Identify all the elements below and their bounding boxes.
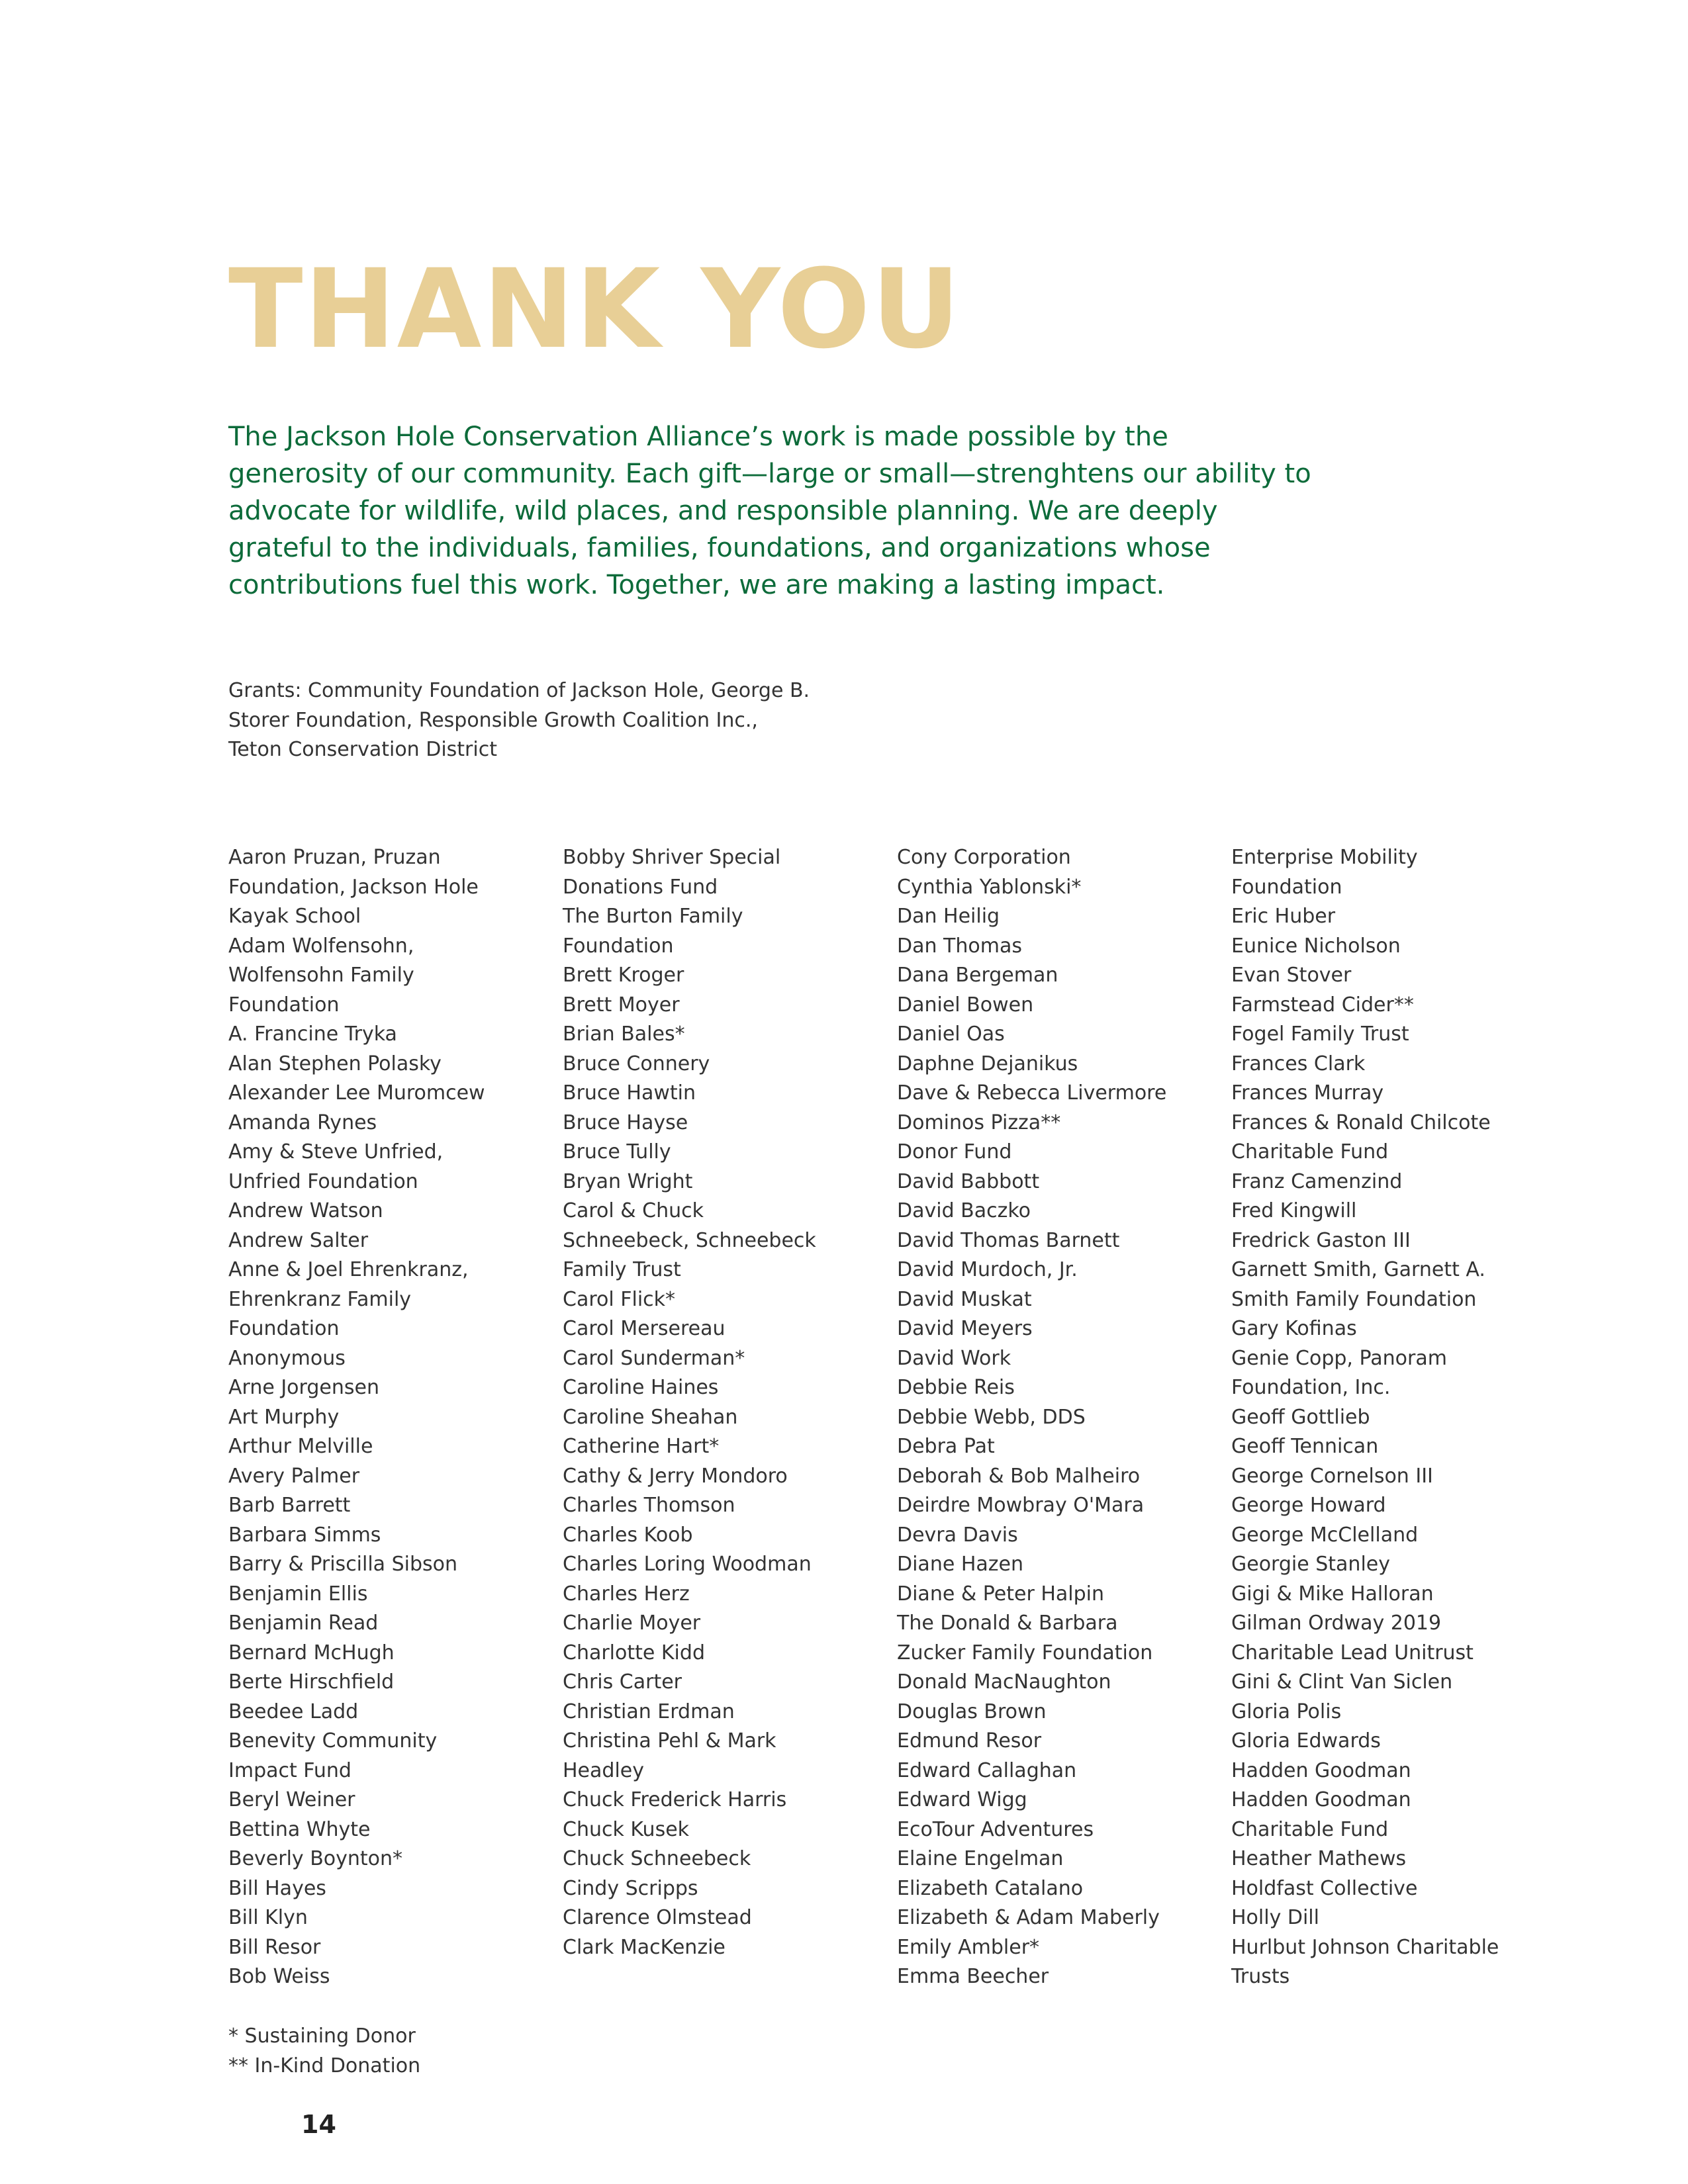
page-title: THANK YOU xyxy=(228,246,962,373)
donor-name: Emily Ambler* xyxy=(897,1935,1040,1959)
donor-name: Chuck Schneebeck xyxy=(563,1847,751,1870)
footnote-in-kind-donation: ** In-Kind Donation xyxy=(228,2054,421,2077)
donor-name: Dana Bergeman xyxy=(897,964,1058,987)
donor-name: Donations Fund xyxy=(563,875,718,899)
donor-name: Daniel Bowen xyxy=(897,993,1034,1017)
donor-name: Unfried Foundation xyxy=(228,1169,418,1193)
donor-name: Debbie Reis xyxy=(897,1376,1015,1399)
donor-name: Charitable Fund xyxy=(1231,1140,1389,1163)
donor-name: Schneebeck, Schneebeck xyxy=(563,1228,816,1252)
donor-name: Carol & Chuck xyxy=(563,1199,704,1222)
donor-name: Amy & Steve Unfried, xyxy=(228,1140,444,1163)
footnotes xyxy=(228,2022,420,2081)
donor-name: Daphne Dejanikus xyxy=(897,1052,1078,1075)
donor-name: Dominos Pizza** xyxy=(897,1111,1061,1134)
donor-name: Foundation xyxy=(563,934,674,958)
donor-name: Eric Huber xyxy=(1231,905,1336,928)
donor-name: Andrew Watson xyxy=(228,1199,383,1222)
intro-paragraph: The Jackson Hole Conservation Alliance’s work is made possible by the generosity of our community. Each gift—large or small—strenghtens our ability to advocate for wildlife, wild places, and responsible planning. We are deeply grateful to the individuals, families, foundations, and organizations whose contributions fuel this work. Together, we are making a lasting impact. xyxy=(228,422,1311,600)
donor-name: Chuck Frederick Harris xyxy=(563,1788,787,1811)
donor-name: Carol Mersereau xyxy=(563,1317,726,1340)
donor-name: Christian Erdman xyxy=(563,1700,735,1723)
donor-name: Barry & Priscilla Sibson xyxy=(228,1553,458,1576)
donor-name: Edward Callaghan xyxy=(897,1758,1077,1782)
donor-name: Hadden Goodman xyxy=(1231,1788,1411,1811)
donor-column-1 xyxy=(228,843,546,1992)
donor-name: Fredrick Gaston III xyxy=(1231,1228,1411,1252)
donor-name: Dave & Rebecca Livermore xyxy=(897,1081,1167,1105)
donor-name: Brett Kroger xyxy=(563,964,684,987)
donor-name: Elaine Engelman xyxy=(897,1847,1064,1870)
donor-name: Arthur Melville xyxy=(228,1435,373,1458)
donor-name: Gary Kofinas xyxy=(1231,1317,1357,1340)
donor-name: Bobby Shriver Special xyxy=(563,846,781,869)
donor-name: Gilman Ordway 2019 xyxy=(1231,1612,1442,1635)
donor-name: Charlie Moyer xyxy=(563,1612,701,1635)
donor-name: Chris Carter xyxy=(563,1670,682,1694)
donor-name: George Cornelson III xyxy=(1231,1464,1433,1488)
donor-name: Deborah & Bob Malheiro xyxy=(897,1464,1141,1488)
donor-name: Bill Klyn xyxy=(228,1906,308,1929)
donor-name: Foundation, Jackson Hole xyxy=(228,875,479,899)
donor-name: Edward Wigg xyxy=(897,1788,1027,1811)
donor-name: Barb Barrett xyxy=(228,1494,351,1517)
donor-name: Daniel Oas xyxy=(897,1023,1005,1046)
donor-column-2 xyxy=(563,843,880,1962)
donor-name: Amanda Rynes xyxy=(228,1111,377,1134)
donor-name: David Baczko xyxy=(897,1199,1031,1222)
donor-name: Franz Camenzind xyxy=(1231,1169,1403,1193)
donor-name: Bruce Hawtin xyxy=(563,1081,696,1105)
donor-name: David Meyers xyxy=(897,1317,1033,1340)
donor-name: Beryl Weiner xyxy=(228,1788,355,1811)
donor-name: A. Francine Tryka xyxy=(228,1023,397,1046)
donor-name: Andrew Salter xyxy=(228,1228,369,1252)
donor-name: Charitable Fund xyxy=(1231,1817,1389,1841)
donor-name: Gigi & Mike Halloran xyxy=(1231,1582,1434,1606)
donor-name: Art Murphy xyxy=(228,1405,340,1429)
donor-name: Elizabeth & Adam Maberly xyxy=(897,1906,1160,1929)
donor-name: George Howard xyxy=(1231,1494,1386,1517)
donor-name: Ehrenkranz Family xyxy=(228,1287,412,1311)
page-number: 14 xyxy=(301,2110,336,2139)
donor-name: Kayak School xyxy=(228,905,361,928)
grants-list: Grants: Community Foundation of Jackson Hole, George B. Storer Foundation, Responsible Growth Coalition Inc., Teton Conservation District xyxy=(228,679,810,761)
donor-name: Foundation xyxy=(1231,875,1342,899)
donor-name: Charles Thomson xyxy=(563,1494,735,1517)
donor-name: Devra Davis xyxy=(897,1523,1018,1547)
donor-name: George McClelland xyxy=(1231,1523,1419,1547)
donor-name: Holly Dill xyxy=(1231,1906,1319,1929)
donor-name: Douglas Brown xyxy=(897,1700,1047,1723)
donor-name: Smith Family Foundation xyxy=(1231,1287,1477,1311)
donor-name: Hadden Goodman xyxy=(1231,1758,1411,1782)
donor-name: Gloria Polis xyxy=(1231,1700,1342,1723)
donor-name: The Burton Family xyxy=(563,905,743,928)
donor-name: Anne & Joel Ehrenkranz, xyxy=(228,1258,469,1281)
donor-name: Cathy & Jerry Mondoro xyxy=(563,1464,788,1488)
donor-name: EcoTour Adventures xyxy=(897,1817,1094,1841)
donor-name: Gini & Clint Van Siclen xyxy=(1231,1670,1453,1694)
donor-name: Benjamin Read xyxy=(228,1612,379,1635)
donor-name: Frances Murray xyxy=(1231,1081,1384,1105)
donor-name: Arne Jorgensen xyxy=(228,1376,379,1399)
donor-name: Bruce Connery xyxy=(563,1052,710,1075)
donor-name: Donor Fund xyxy=(897,1140,1012,1163)
donor-name: Clark MacKenzie xyxy=(563,1935,726,1959)
donor-name: Elizabeth Catalano xyxy=(897,1876,1084,1900)
donor-name: Aaron Pruzan, Pruzan xyxy=(228,846,441,869)
donor-name: Diane & Peter Halpin xyxy=(897,1582,1104,1606)
footnote-sustaining-donor: * Sustaining Donor xyxy=(228,2025,416,2048)
donor-name: Bernard McHugh xyxy=(228,1641,395,1664)
donor-name: Bruce Hayse xyxy=(563,1111,688,1134)
donor-column-3 xyxy=(897,843,1215,1992)
donor-name: Caroline Haines xyxy=(563,1376,719,1399)
donor-name: Fred Kingwill xyxy=(1231,1199,1357,1222)
donor-name: Benevity Community xyxy=(228,1729,438,1752)
donor-name: Genie Copp, Panoram xyxy=(1231,1346,1447,1370)
donor-name: Christina Pehl & Mark xyxy=(563,1729,776,1752)
donor-name: Foundation xyxy=(228,1317,340,1340)
donor-name: Georgie Stanley xyxy=(1231,1553,1390,1576)
donor-name: Chuck Kusek xyxy=(563,1817,690,1841)
donor-name: Bryan Wright xyxy=(563,1169,693,1193)
donor-name: Benjamin Ellis xyxy=(228,1582,368,1606)
donor-name: Eunice Nicholson xyxy=(1231,934,1401,958)
donor-name: Holdfast Collective xyxy=(1231,1876,1418,1900)
donor-name: Foundation, Inc. xyxy=(1231,1376,1391,1399)
donor-name: Headley xyxy=(563,1758,644,1782)
donor-name: Zucker Family Foundation xyxy=(897,1641,1153,1664)
donor-name: Cony Corporation xyxy=(897,846,1071,869)
donor-name: David Murdoch, Jr. xyxy=(897,1258,1078,1281)
donor-name: Cynthia Yablonski* xyxy=(897,875,1082,899)
donor-name: Geoff Gottlieb xyxy=(1231,1405,1370,1429)
donor-name: Debbie Webb, DDS xyxy=(897,1405,1086,1429)
donor-name: Foundation xyxy=(228,993,340,1017)
donor-name: The Donald & Barbara xyxy=(897,1612,1118,1635)
donor-name: Brian Bales* xyxy=(563,1023,685,1046)
donor-name: Edmund Resor xyxy=(897,1729,1042,1752)
donor-name: Geoff Tennican xyxy=(1231,1435,1379,1458)
donor-name: Bettina Whyte xyxy=(228,1817,371,1841)
donor-name: Dan Thomas xyxy=(897,934,1022,958)
donor-name: David Babbott xyxy=(897,1169,1040,1193)
donor-name: Diane Hazen xyxy=(897,1553,1023,1576)
donor-name: Bill Hayes xyxy=(228,1876,326,1900)
donor-name: Fogel Family Trust xyxy=(1231,1023,1409,1046)
donor-name: Deirdre Mowbray O'Mara xyxy=(897,1494,1145,1517)
donor-column-4 xyxy=(1231,843,1549,1992)
donor-name: David Muskat xyxy=(897,1287,1032,1311)
donor-name: Garnett Smith, Garnett A. xyxy=(1231,1258,1485,1281)
donor-name: Beedee Ladd xyxy=(228,1700,359,1723)
donor-name: Heather Mathews xyxy=(1231,1847,1407,1870)
donor-name: Carol Sunderman* xyxy=(563,1346,745,1370)
donor-name: Brett Moyer xyxy=(563,993,680,1017)
donor-name: Charles Koob xyxy=(563,1523,693,1547)
donor-name: Avery Palmer xyxy=(228,1464,360,1488)
donor-name: Adam Wolfensohn, xyxy=(228,934,414,958)
donor-name: Cindy Scripps xyxy=(563,1876,698,1900)
donor-name: Beverly Boynton* xyxy=(228,1847,403,1870)
donor-name: Dan Heilig xyxy=(897,905,1000,928)
donor-name: Bill Resor xyxy=(228,1935,321,1959)
donor-name: Impact Fund xyxy=(228,1758,352,1782)
donor-name: Bruce Tully xyxy=(563,1140,671,1163)
donor-name: Charlotte Kidd xyxy=(563,1641,705,1664)
donor-name: Trusts xyxy=(1231,1965,1290,1988)
donor-name: Carol Flick* xyxy=(563,1287,676,1311)
donor-name: Frances & Ronald Chilcote xyxy=(1231,1111,1491,1134)
donor-name: David Work xyxy=(897,1346,1011,1370)
donor-name: Emma Beecher xyxy=(897,1965,1049,1988)
donor-name: Berte Hirschfield xyxy=(228,1670,395,1694)
donor-name: Debra Pat xyxy=(897,1435,995,1458)
donor-name: Catherine Hart* xyxy=(563,1435,720,1458)
donor-name: Frances Clark xyxy=(1231,1052,1366,1075)
donor-name: Donald MacNaughton xyxy=(897,1670,1111,1694)
donor-name: Family Trust xyxy=(563,1258,681,1281)
donor-name: Gloria Edwards xyxy=(1231,1729,1381,1752)
donor-name: Evan Stover xyxy=(1231,964,1352,987)
donor-name: Caroline Sheahan xyxy=(563,1405,738,1429)
donor-name: Bob Weiss xyxy=(228,1965,330,1988)
donor-name: Clarence Olmstead xyxy=(563,1906,752,1929)
donor-name: Charles Loring Woodman xyxy=(563,1553,812,1576)
donor-name: David Thomas Barnett xyxy=(897,1228,1120,1252)
donor-name: Charles Herz xyxy=(563,1582,690,1606)
donor-name: Anonymous xyxy=(228,1346,346,1370)
donor-name: Enterprise Mobility xyxy=(1231,846,1418,869)
donor-name: Alexander Lee Muromcew xyxy=(228,1081,485,1105)
donor-name: Barbara Simms xyxy=(228,1523,381,1547)
donor-name: Wolfensohn Family xyxy=(228,964,414,987)
donor-name: Farmstead Cider** xyxy=(1231,993,1414,1017)
donor-name: Hurlbut Johnson Charitable xyxy=(1231,1935,1499,1959)
donor-name: Alan Stephen Polasky xyxy=(228,1052,442,1075)
donor-name: Charitable Lead Unitrust xyxy=(1231,1641,1474,1664)
